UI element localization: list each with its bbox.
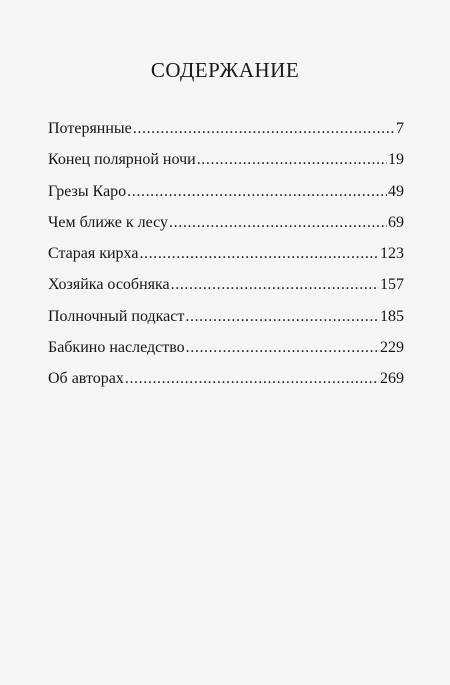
toc-entry-page: 157: [380, 276, 404, 294]
toc-leader-dots: [139, 245, 379, 263]
toc-leader-dots: [127, 183, 387, 201]
toc-leader-dots: [186, 339, 379, 357]
toc-entry-title: Чем ближе к лесу: [48, 213, 169, 231]
toc-leader-dots: [185, 308, 379, 326]
toc-entry-page: 19: [388, 151, 404, 169]
toc-leader-dots: [125, 370, 379, 388]
toc-entry-title: Полночный подкаст: [48, 307, 185, 325]
page-title: СОДЕРЖАНИЕ: [150, 58, 300, 82]
toc-entry-title: Потерянные: [48, 120, 132, 137]
toc-entry-title: Грезы Каро: [48, 182, 127, 200]
toc-entry-page: 123: [380, 245, 404, 263]
toc-entry: [48, 339, 404, 370]
toc-entry-title: Хозяйка особняка: [48, 276, 170, 294]
toc-entry-title: Конец полярной ночи: [48, 151, 196, 169]
toc-entry: [48, 183, 404, 214]
toc-leader-dots: [133, 120, 395, 138]
toc-entry-title: Старая кирха: [48, 245, 139, 263]
toc-entry: [48, 151, 404, 182]
toc-entry: [48, 214, 404, 245]
toc-entry: [48, 120, 404, 151]
table-of-contents: [48, 120, 404, 402]
toc-entry-title: Бабкино наследство: [48, 339, 185, 357]
toc-leader-dots: [197, 151, 387, 169]
toc-entry-page: 185: [380, 307, 404, 325]
toc-leader-dots: [171, 276, 379, 294]
toc-entry-page: 49: [388, 182, 404, 200]
toc-entry-title: Об авторах: [48, 370, 124, 388]
toc-entry-page: 229: [380, 339, 404, 357]
toc-entry-page: 69: [388, 213, 404, 231]
toc-entry-page: 7: [396, 120, 404, 137]
toc-entry: [48, 370, 404, 401]
toc-leader-dots: [169, 214, 387, 232]
toc-entry: [48, 276, 404, 307]
toc-entry: [48, 308, 404, 339]
toc-entry: [48, 245, 404, 276]
toc-entry-page: 269: [380, 370, 404, 388]
